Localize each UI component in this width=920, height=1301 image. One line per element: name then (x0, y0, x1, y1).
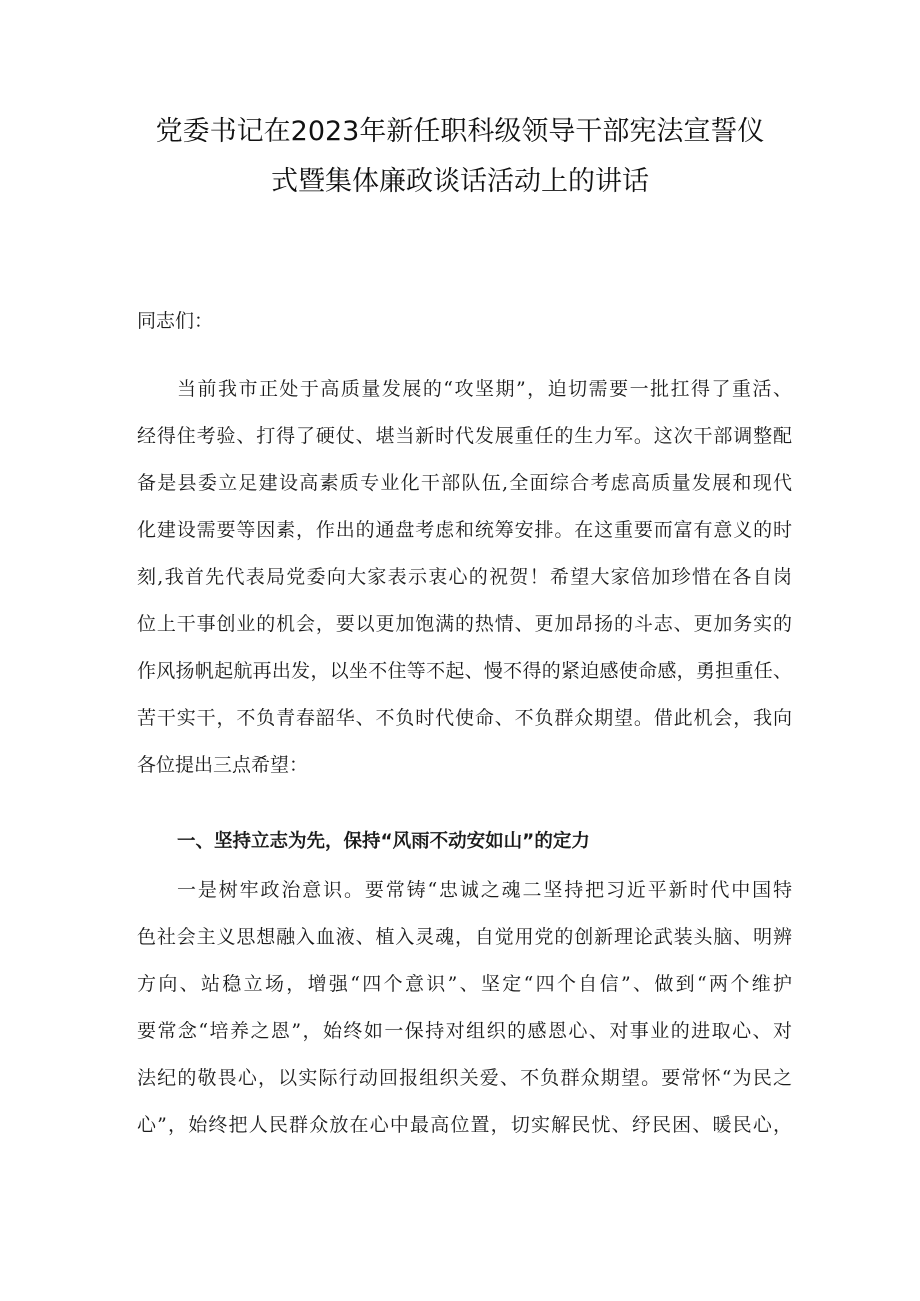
paragraph-line: 备是县委立足建设高素质专业化干部队伍,全面综合考虑高质量发展和现代 (137, 472, 792, 494)
paragraph-line: 当前我市正处于高质量发展的“攻坚期”，迫切需要一批扛得了重活、 (177, 378, 792, 400)
paragraph-line: 位上干事创业的机会，要以更加饱满的热情、更加昂扬的斗志、更加务实的 (137, 613, 792, 635)
document-title (120, 107, 800, 207)
title-line: 党委书记在2023年新任职科级领导干部宪法宣誓仪 (155, 116, 765, 147)
paragraph-line: 作风扬帆起航再出发，以坐不住等不起、慢不得的紧迫感使命感，勇担重任、 (137, 660, 792, 682)
paragraph-line: 经得住考验、打得了硬仗、堪当新时代发展重任的生力军。这次干部调整配 (137, 425, 792, 447)
paragraph-line: 苦干实干，不负青春韶华、不负时代使命、不负群众期望。借此机会，我向 (137, 707, 792, 729)
paragraph-political-awareness (137, 867, 792, 1149)
paragraph-line: 方向、站稳立场，增强“四个意识”、坚定“四个自信”、做到“两个维护 (137, 973, 792, 995)
paragraph-line: 一是树牢政治意识。要常铸“忠诚之魂二坚持把习近平新时代中国特 (177, 879, 792, 901)
section-heading-1: 一、坚持立志为先，保持“风雨不动安如山”的定力 (177, 831, 590, 852)
paragraph-line: 各位提出三点希望： (137, 754, 309, 776)
title-line: 式暨集体廉政谈话活动上的讲话 (271, 166, 649, 197)
paragraph-line: 色社会主义思想融入血液、植入灵魂，自觉用党的创新理论武装头脑、明辨 (137, 926, 792, 948)
salutation: 同志们： (137, 310, 214, 332)
paragraph-line: 心”，始终把人民群众放在心中最高位置，切实解民忧、纾民困、暖民心， (137, 1114, 792, 1136)
paragraph-line: 法纪的敬畏心，以实际行动回报组织关爱、不负群众期望。要常怀“为民之 (137, 1067, 792, 1089)
paragraph-line: 化建设需要等因素，作出的通盘考虑和统筹安排。在这重要而富有意义的时 (137, 519, 792, 541)
paragraph-line: 刻,我首先代表局党委向大家表示衷心的祝贺！希望大家倍加珍惜在各自岗 (137, 566, 792, 588)
paragraph-intro (137, 366, 792, 789)
paragraph-line: 要常念“培养之恩”，始终如一保持对组织的感恩心、对事业的进取心、对 (137, 1020, 792, 1042)
